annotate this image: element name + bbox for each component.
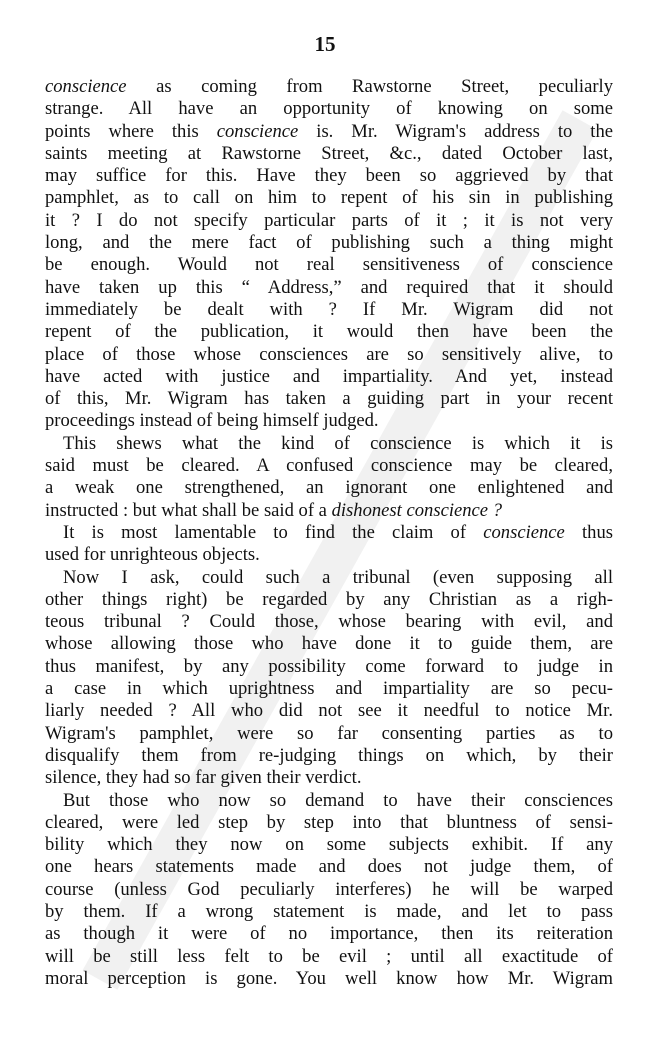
text-line [45, 366, 613, 388]
text-line [45, 277, 613, 299]
text-segment: strange. All have an opportunity of knowing on some [45, 98, 613, 120]
text-line [45, 388, 613, 410]
text-line [45, 477, 613, 499]
text-line [45, 678, 613, 700]
text-line [45, 522, 613, 544]
italic-text: conscience [483, 521, 565, 543]
text-segment: a weak one strengthened, an ignorant one enlightened and [45, 477, 613, 499]
text-segment: as coming from Rawstorne Street, peculiarly [126, 76, 613, 97]
text-segment: used for unrighteous objects. [45, 544, 260, 566]
text-line [45, 455, 613, 477]
text-line [45, 165, 613, 187]
italic-text: conscience [45, 76, 127, 97]
text-segment: be enough. Would not real sensitiveness of conscience [45, 254, 613, 276]
text-line [45, 410, 613, 432]
text-line [45, 790, 613, 812]
text-segment: It is most lamentable to find the claim of [63, 521, 484, 543]
text-line [45, 143, 613, 165]
text-segment: Wigram's pamphlet, were so far consenting parties as to [45, 722, 613, 744]
text-segment: by them. If a wrong statement is made, and let to pass [45, 900, 613, 922]
text-line [45, 767, 613, 789]
text-segment: one hears statements made and does not judge them, of [45, 856, 613, 878]
text-segment: said must be cleared. A confused conscience may be cleared, [45, 455, 613, 477]
text-line [45, 946, 613, 968]
text-segment: This shews what the kind of conscience is which it is [63, 432, 613, 454]
text-segment: pamphlet, as to call on him to repent of his sin in publishing [45, 187, 613, 209]
text-line [45, 901, 613, 923]
text-segment: may suffice for this. Have they been so aggrieved by that [45, 165, 613, 187]
text-line [45, 76, 613, 98]
text-segment: silence, they had so far given their verdict. [45, 767, 362, 789]
text-segment: have acted with justice and impartiality. And yet, instead [45, 365, 613, 387]
text-line [45, 254, 613, 276]
text-segment: cleared, were led step by step into that bluntness of sensi- [45, 811, 613, 833]
text-line [45, 210, 613, 232]
text-segment: course (unless God peculiarly interferes) he will be warped [45, 878, 613, 900]
text-line [45, 923, 613, 945]
text-line [45, 834, 613, 856]
text-segment: But those who now so demand to have their consciences [63, 789, 613, 811]
text-line [45, 433, 613, 455]
text-segment: proceedings instead of being himself judged. [45, 410, 379, 432]
text-line [45, 321, 613, 343]
text-line [45, 344, 613, 366]
text-segment: long, and the mere fact of publishing such a thing might [45, 232, 613, 254]
text-line [45, 723, 613, 745]
text-segment: is. Mr. Wigram's address to the [298, 120, 613, 142]
text-segment: thus [564, 521, 613, 543]
text-line [45, 812, 613, 834]
text-line [45, 121, 613, 143]
text-segment: other things right) be regarded by any Christian as a righ- [45, 588, 613, 610]
text-segment: have taken up this “ Address,” and required that it should [45, 276, 613, 298]
text-segment: bility which they now on some subjects exhibit. If any [45, 834, 613, 856]
text-line [45, 299, 613, 321]
text-segment: whose allowing those who have done it to guide them, are [45, 633, 613, 655]
text-line [45, 98, 613, 120]
text-segment: a case in which uprightness and impartiality are so pecu- [45, 678, 613, 700]
text-segment: teous tribunal ? Could those, whose bearing with evil, and [45, 611, 613, 633]
text-segment: liarly needed ? All who did not see it needful to notice Mr. [45, 700, 613, 722]
page-body-text [45, 76, 613, 990]
text-segment: it ? I do not specify particular parts of it ; it is not very [45, 209, 613, 231]
text-segment: as though it were of no importance, then its reiteration [45, 923, 613, 945]
text-segment: points where this [45, 120, 217, 142]
text-line [45, 544, 613, 566]
text-line [45, 968, 613, 990]
text-segment: moral perception is gone. You well know how Mr. Wigram [45, 967, 613, 989]
text-line [45, 187, 613, 209]
italic-text: dishonest conscience ? [331, 499, 502, 521]
text-segment: immediately be dealt with ? If Mr. Wigram did not [45, 298, 613, 320]
text-segment: place of those whose consciences are so sensitively alive, to [45, 343, 613, 365]
text-line [45, 500, 613, 522]
text-segment: repent of the publication, it would then have been the [45, 321, 613, 343]
text-segment: saints meeting at Rawstorne Street, &c., dated October last, [45, 142, 613, 164]
page-number: 15 [314, 32, 336, 56]
text-line [45, 656, 613, 678]
text-segment: will be still less felt to be evil ; until all exactitude of [45, 945, 613, 967]
text-segment: Now I ask, could such a tribunal (even supposing all [63, 566, 613, 588]
text-line [45, 567, 613, 589]
text-line [45, 856, 613, 878]
text-line [45, 745, 613, 767]
text-line [45, 879, 613, 901]
text-segment: of this, Mr. Wigram has taken a guiding part in your recent [45, 388, 613, 410]
text-line [45, 232, 613, 254]
italic-text: conscience [216, 120, 299, 142]
text-line [45, 589, 613, 611]
text-line [45, 700, 613, 722]
text-segment: thus manifest, by any possibility come forward to judge in [45, 655, 613, 677]
text-line [45, 633, 613, 655]
text-line [45, 611, 613, 633]
text-segment: disqualify them from re-judging things on which, by their [45, 744, 613, 766]
text-segment: instructed : but what shall be said of a [45, 499, 332, 521]
